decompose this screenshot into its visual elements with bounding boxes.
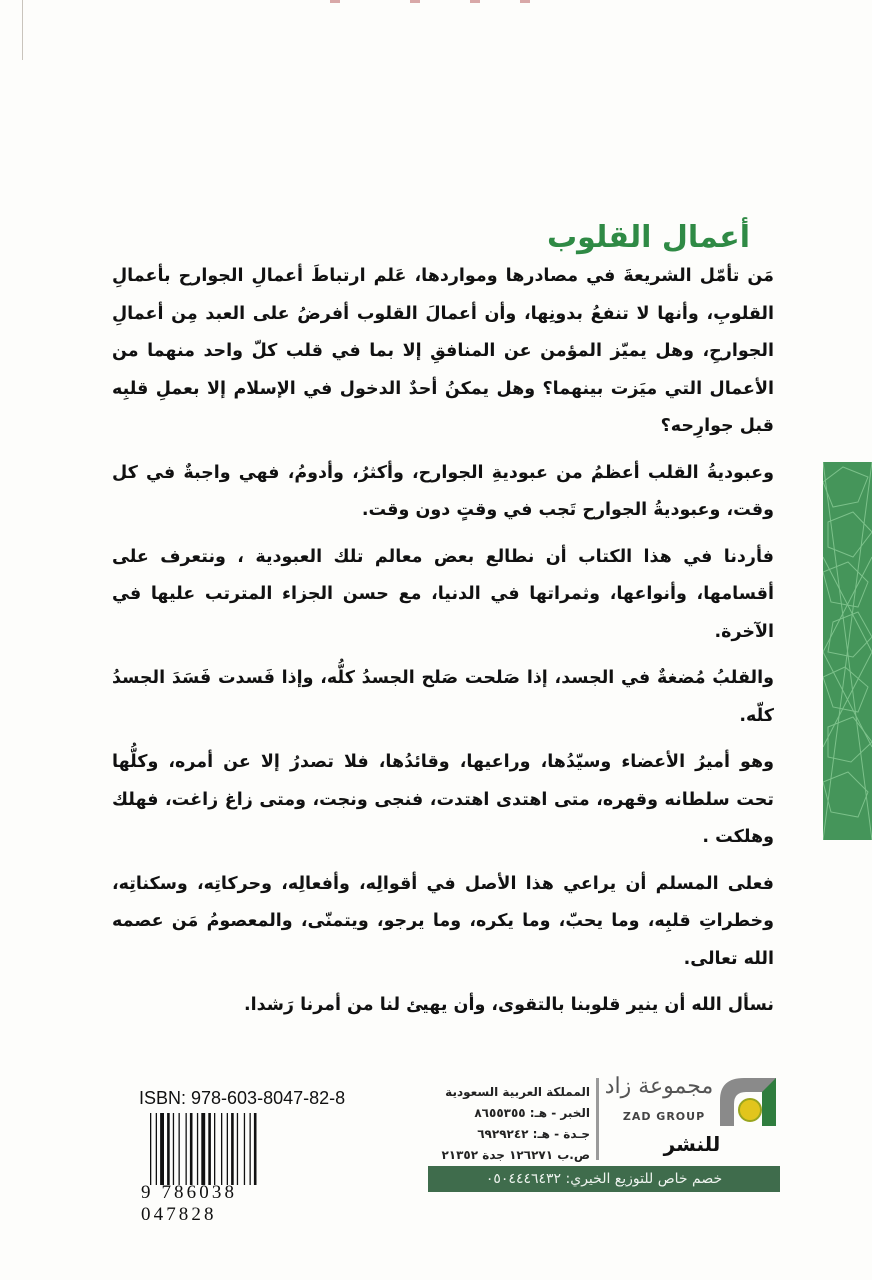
barcode-bar [201,1113,205,1185]
address-line: الخبر - هـ: ٨٦٥٥٣٥٥ [474,1106,590,1120]
blurb-paragraph: نسأل الله أن ينير قلوبنا بالتقوى، وأن يهيئ لنا من أمرنا رَشدا. [243,995,774,1015]
blurb-paragraph: فعلى المسلم أن يراعي هذا الأصل في أقوالِه، وأفعالِه، وحركاتِه، وسكناتِه، وخطراتِ قلبِه، وما يحبّ، وما يكره، وما يرجو، ويتمنّى، والمعصومُ مَن عصمه الله تعالى. [112,873,774,969]
address-line: المملكة العربية السعودية [445,1085,590,1099]
blurb-paragraph: مَن تأمّل الشريعةَ في مصادرها ومواردها، عَلم ارتباطَ أعمالِ الجوارح بأعمالِ القلوبِ، وأنها لا تنفعُ بدونِها، وأن أعمالَ القلوب أفرضُ على العبد مِن أعمالِ الجوارحِ، وهل يميّز المؤمن عن المنافقِ إلا بما في قلب كلّ واحد منهما من الأعمال التي ميَزت بينهما؟ وهل يمكنُ أحدٌ الدخول في الإسلام إلا بعملِ قلبِه قبل جوارِحه؟ [112,266,774,436]
barcode-bar [167,1113,170,1185]
barcode-bar [150,1113,151,1185]
barcode-bar [156,1113,157,1185]
publisher-name-arabic: مجموعة زاد [604,1074,714,1099]
publisher-name-latin: ZAD GROUP [622,1110,706,1123]
barcode-bar [237,1113,238,1185]
blurb-text [112,258,774,1034]
divider [596,1078,599,1160]
blurb-paragraph: والقلبُ مُضغةٌ في الجسد، إذا صَلحت صَلح الجسدُ كلُّه، وإذا فَسدت فَسَدَ الجسدُ كلّه. [112,668,774,726]
blurb-paragraph: وعبوديةُ القلب أعظمُ من عبوديةِ الجوارح، وأكثرُ، وأدومُ، فهي واجبةٌ في كل وقت، وعبوديةُ الجوارح تَجب في وقتٍ دون وقت. [112,462,774,520]
isbn-label: ISBN: 978-603-8047-82-8 [139,1088,346,1108]
blurb-paragraph: فأردنا في هذا الكتاب أن نطالع بعض معالم تلك العبودية ، ونتعرف على أقسامها، وأنواعها، وثمراتها في الدنيا، مع حسن الجزاء المترتب عليها في الآخرة. [112,546,774,642]
barcode-bar [186,1113,187,1185]
barcode-bar [179,1113,180,1185]
barcode-bar [208,1113,211,1185]
barcode-bar [254,1113,257,1185]
barcode-bar [221,1113,222,1185]
publisher-address [430,1082,590,1166]
barcode-bar [197,1113,198,1185]
address-line: جـدة - هـ: ٦٩٢٩٢٤٢ [477,1127,590,1141]
barcode-bar [227,1113,228,1185]
barcode-bar [173,1113,174,1185]
address-line: ص.ب ١٢٦٢٧١ جدة ٢١٣٥٢ [441,1148,590,1162]
blurb-paragraph: وهو أميرُ الأعضاء وسيّدُها، وراعيها، وقائدُها، فلا تصدرُ إلا عن أمره، وكلُّها تحت سلطانه وقهره، متى اهتدى اهتدت، فنجى ونجت، ومتى زاغ زاغت، فهلك وهلكت . [112,752,774,847]
publisher-tagline: للنشر [663,1132,721,1156]
islamic-star-pattern-icon [823,462,872,840]
barcode-bar [214,1113,215,1185]
barcode-bar [250,1113,251,1185]
zad-logo-icon [716,1072,780,1130]
barcode-bar [160,1113,164,1185]
decorative-pattern-band [823,462,872,840]
barcode-bar [190,1113,193,1185]
charity-discount-banner: خصم خاص للتوزيع الخيري: ٠٥٠٤٤٤٦٤٣٢ [428,1166,780,1192]
publisher-logo [604,1072,780,1164]
spine-crease [22,0,23,60]
barcode-bar [244,1113,245,1185]
barcode [150,1113,315,1185]
barcode-bar [231,1113,234,1185]
print-registration-marks [0,0,872,4]
book-title: أعمال القلوب [547,220,750,256]
barcode-digits: 9 786038 047828 [141,1182,238,1225]
